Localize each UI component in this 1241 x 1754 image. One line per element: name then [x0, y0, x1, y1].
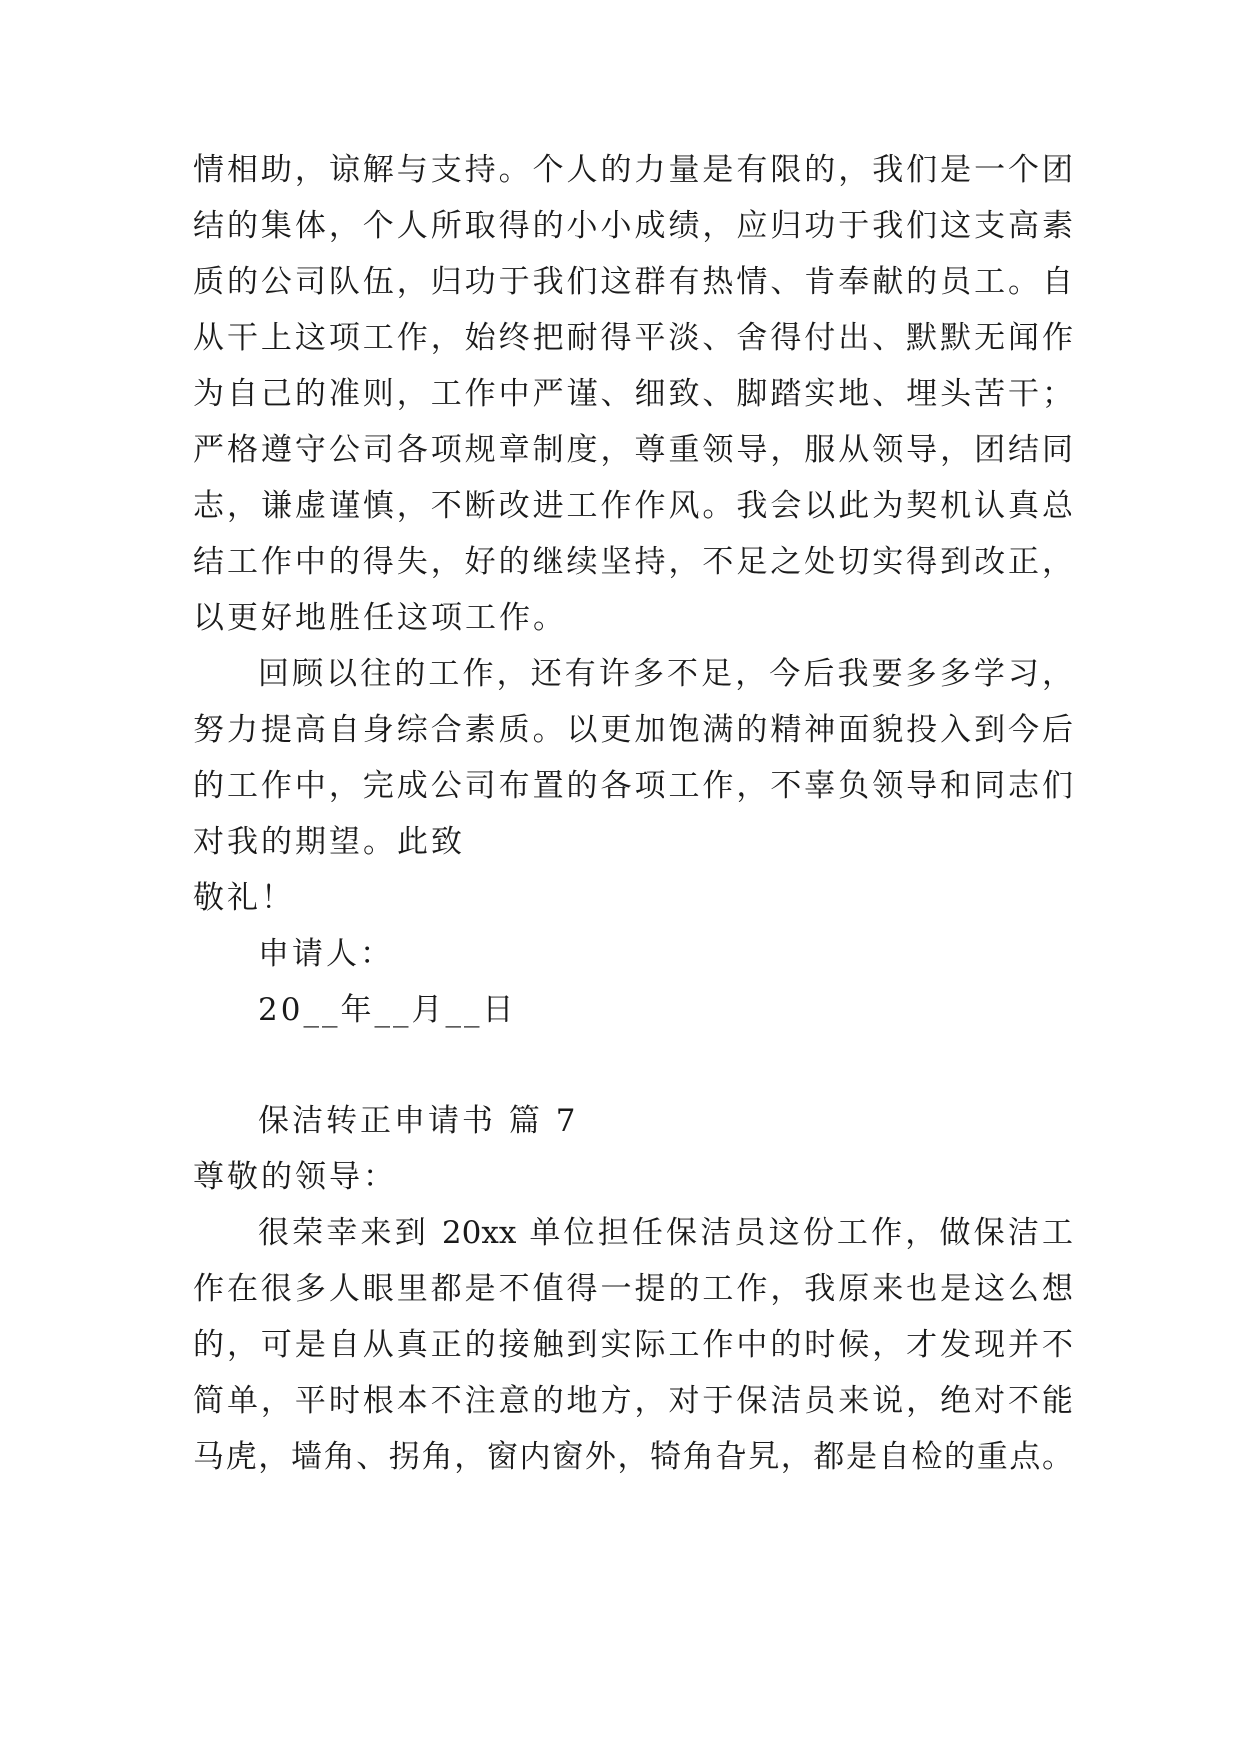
date-line: 20__年__月__日 — [258, 992, 517, 1028]
para1-line-2: 结的集体，个人所取得的小小成绩，应归功于我们这支高素 — [193, 208, 1073, 244]
para2-line-1: 回顾以往的工作，还有许多不足，今后我要多多学习， — [258, 656, 1073, 692]
para2-line-3: 的工作中，完成公司布置的各项工作，不辜负领导和同志们 — [193, 768, 1073, 804]
applicant-label: 申请人： — [258, 936, 394, 972]
para2-line-4: 对我的期望。此致 — [193, 824, 465, 860]
para1-line-8: 结工作中的得失，好的继续坚持，不足之处切实得到改正， — [193, 544, 1073, 580]
salutation: 尊敬的领导： — [193, 1159, 397, 1195]
para2-line-2: 努力提高自身综合素质。以更加饱满的精神面貌投入到今后 — [193, 712, 1073, 748]
para1-line-7: 志，谦虚谨慎，不断改进工作作风。我会以此为契机认真总 — [193, 488, 1073, 524]
para3-line-2: 作在很多人眼里都是不值得一提的工作，我原来也是这么想 — [193, 1271, 1073, 1307]
para1-line-5: 为自己的准则，工作中严谨、细致、脚踏实地、埋头苦干； — [193, 376, 1073, 412]
para3-line-5: 马虎，墙角、拐角，窗内窗外，犄角旮旯，都是自检的重点。 — [193, 1439, 1073, 1475]
para1-line-9: 以更好地胜任这项工作。 — [193, 600, 567, 636]
para3-line-1: 很荣幸来到 20xx 单位担任保洁员这份工作，做保洁工 — [258, 1215, 1073, 1251]
para1-line-6: 严格遵守公司各项规章制度，尊重领导，服从领导，团结同 — [193, 432, 1073, 468]
closing-text: 敬礼！ — [193, 880, 295, 916]
para1-line-4: 从干上这项工作，始终把耐得平淡、舍得付出、默默无闻作 — [193, 320, 1073, 356]
para1-line-3: 质的公司队伍，归功于我们这群有热情、肯奉献的员工。自 — [193, 264, 1073, 300]
para3-line-3: 的，可是自从真正的接触到实际工作中的时候，才发现并不 — [193, 1327, 1073, 1363]
para1-line-1: 情相助，谅解与支持。个人的力量是有限的，我们是一个团 — [193, 152, 1073, 188]
section-title: 保洁转正申请书 篇 7 — [258, 1103, 579, 1139]
para3-line-4: 简单，平时根本不注意的地方，对于保洁员来说，绝对不能 — [193, 1383, 1073, 1419]
